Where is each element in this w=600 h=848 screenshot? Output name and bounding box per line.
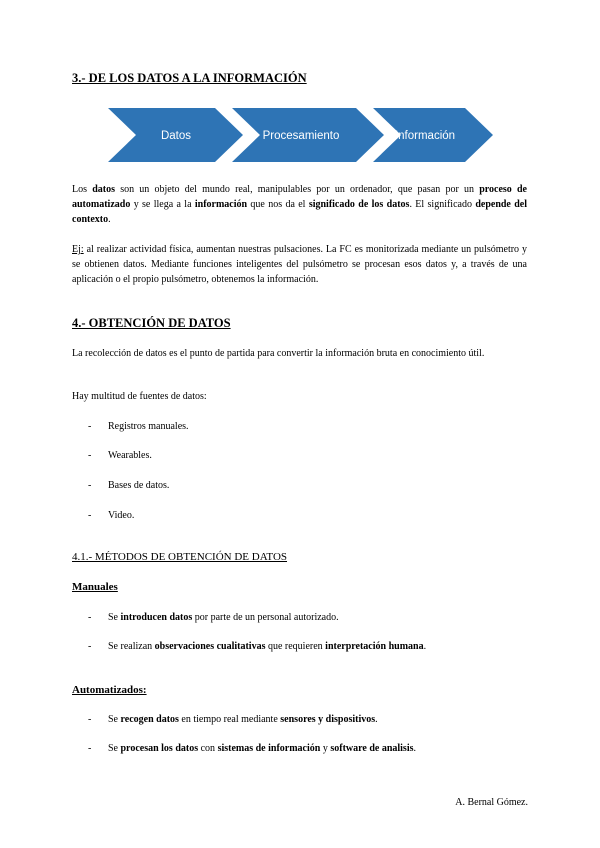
- section-4-1-title: 4.1.- MÉTODOS DE OBTENCIÓN DE DATOS: [72, 551, 288, 563]
- list-item-auto: - Se procesan los datos con sistemas de información y software de analisis.: [88, 743, 416, 754]
- list-item-source: - Registros manuales.: [88, 421, 189, 432]
- section-3-title: 3.- DE LOS DATOS A LA INFORMACIÓN: [72, 71, 307, 85]
- footer-author: A. Bernal Gómez.: [455, 797, 528, 808]
- step-label-informacion: Información: [394, 130, 456, 142]
- automatizados-heading: Automatizados:: [72, 684, 147, 696]
- list-item-source: - Wearables.: [88, 450, 152, 461]
- recoleccion-paragraph: La recolección de datos es el punto de partida para convertir la información bruta en conocimiento útil.: [72, 348, 485, 359]
- step-label-procesamiento: Procesamiento: [262, 130, 340, 142]
- list-item-auto: - Se recogen datos en tiempo real mediante sensores y dispositivos.: [88, 714, 378, 725]
- list-item-source: - Bases de datos.: [88, 480, 170, 491]
- list-item-manual: - Se realizan observaciones cualitativas que requieren interpretación humana.: [88, 641, 427, 652]
- section-4-title: 4.- OBTENCIÓN DE DATOS: [72, 316, 231, 330]
- step-label-datos: Datos: [160, 130, 192, 142]
- list-item-manual: - Se introducen datos por parte de un personal autorizado.: [88, 612, 339, 623]
- datos-definition-paragraph: Los datos son un objeto del mundo real, manipulables por un ordenador, que pasan por un proceso de automatizado y se llega a la información que nos da el significado de los datos. El significado depende del contexto.: [72, 184, 528, 225]
- manuales-heading: Manuales: [72, 581, 118, 593]
- example-paragraph: Ej: al realizar actividad física, aumentan nuestras pulsaciones. La FC es monitorizada mediante un pulsómetro y se obtienen datos. Mediante funciones inteligentes del pulsómetro se procesan esos datos y, a través de una aplicación o el propio pulsómetro, obtenemos la información.: [72, 244, 527, 285]
- fuentes-intro: Hay multitud de fuentes de datos:: [72, 391, 207, 402]
- list-item-source: - Video.: [88, 510, 135, 521]
